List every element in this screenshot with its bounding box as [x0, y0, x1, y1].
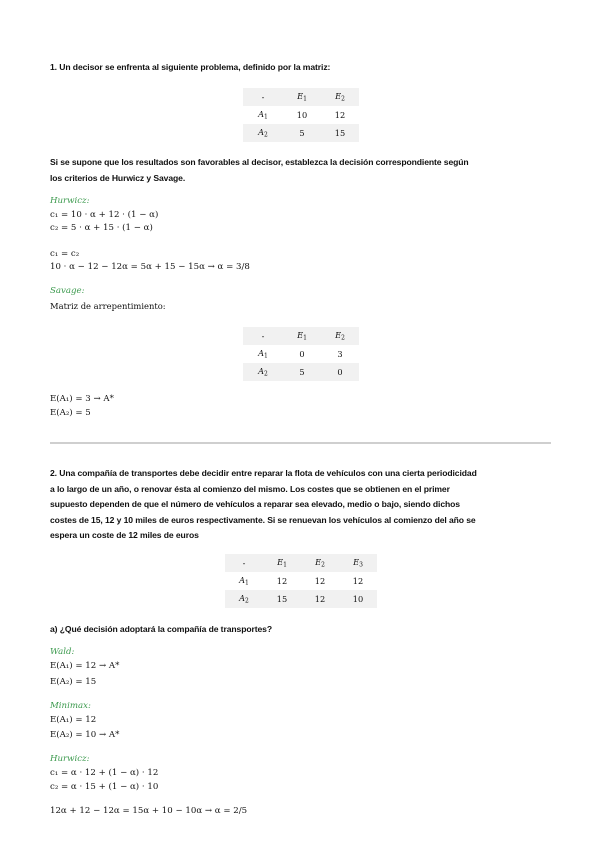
q2-wald-label: Wald: [50, 647, 75, 657]
table-cell: 0 [299, 349, 305, 359]
q1-question-line: los criterios de Hurwicz y Savage. [50, 172, 186, 183]
table-cell: $A_2$ [258, 366, 268, 378]
table-cell: $A_1$ [239, 575, 249, 587]
q2-title-line: 2. Una compañía de transportes debe decidir entre reparar la flota de vehículos con una cierta periodicidad [50, 468, 477, 478]
section-divider [50, 442, 551, 444]
table-cell: $A_1$ [258, 109, 268, 121]
q1-question-line: Si se supone que los resultados son favorables al decisor, establezca la decisión correspondiente según [50, 157, 469, 167]
table-cell: 12 [314, 576, 326, 586]
table-cell: 12 [314, 594, 326, 604]
q1-savage-label: Savage: [50, 286, 85, 296]
table-row [243, 106, 359, 124]
table-cell: - [261, 331, 265, 341]
table-cell: 12 [276, 576, 288, 586]
q2-title-line: espera un coste de 12 miles de euros [50, 530, 199, 540]
q2-hurwicz-solve: 12α + 12 − 12α = 15α + 10 − 10α → α = 2/5 [50, 806, 248, 816]
q2-hurwicz-label: Hurwicz: [50, 754, 90, 764]
q2-title-line: costes de 15, 12 y 10 miles de euros respectivamente. Si se renuevan los vehículos al comienzo del año se [50, 514, 476, 525]
q2-minimax-ea1: E(A₁) = 12 [50, 715, 97, 725]
q2-title-line: supuesto dependen de que el número de vehículos a reparar sea elevado, medio o bajo, siendo dichos [50, 499, 460, 509]
table-cell: 15 [334, 128, 346, 138]
table-cell: $A_2$ [258, 127, 268, 139]
q2-hurwicz-c1: c₁ = α · 12 + (1 − α) · 12 [50, 768, 159, 778]
table-row [225, 554, 377, 572]
q1-regret-table [243, 327, 359, 381]
q2-minimax-label: Minimax: [50, 701, 91, 711]
q2-cost-table [225, 554, 377, 608]
table-cell: $E_2$ [335, 330, 345, 342]
table-row [243, 345, 359, 363]
table-cell: 5 [299, 367, 305, 377]
table-cell: $A_1$ [258, 348, 268, 360]
table-cell: $E_2$ [335, 91, 345, 103]
q2-wald-ea2: E(A₂) = 15 [50, 677, 97, 687]
table-row [225, 590, 377, 608]
q2-hurwicz-c2: c₂ = α · 15 + (1 − α) · 10 [50, 782, 159, 792]
table-row [243, 327, 359, 345]
table-cell: 10 [352, 594, 364, 604]
q1-hurwicz-c1: c₁ = 10 · α + 12 · (1 − α) [50, 210, 159, 220]
table-cell: 3 [337, 349, 343, 359]
q1-title: 1. Un decisor se enfrenta al siguiente problema, definido por la matriz: [50, 62, 331, 72]
q1-hurwicz-solve: 10 · α − 12 − 12α = 5α + 15 − 15α → α = 3/8 [50, 262, 250, 272]
table-cell: 12 [352, 576, 364, 586]
table-cell: $E_1$ [277, 557, 287, 569]
table-cell: 12 [334, 110, 346, 120]
table-cell: - [261, 92, 265, 102]
q1-savage-ea1: E(A₁) = 3 → A* [50, 394, 114, 404]
q1-hurwicz-equality: c₁ = c₂ [50, 249, 80, 259]
q2-minimax-ea2: E(A₂) = 10 → A* [50, 730, 120, 740]
q1-matrix-table [243, 88, 359, 142]
table-cell: - [242, 558, 246, 568]
q1-hurwicz-label: Hurwicz: [50, 196, 90, 206]
table-row [225, 572, 377, 590]
q1-question [50, 155, 469, 186]
q2-part-a: a) ¿Qué decisión adoptará la compañía de transportes? [50, 624, 273, 634]
table-cell: 0 [337, 367, 343, 377]
q2-title-line: a lo largo de un año, o renovar ésta al comienzo del mismo. Los costes que se obtienen en el primer [50, 483, 450, 494]
q2-wald-ea1: E(A₁) = 12 → A* [50, 661, 120, 671]
table-cell: 10 [296, 110, 308, 120]
table-cell: $E_2$ [315, 557, 325, 569]
q1-regret-label: Matriz de arrepentimiento: [50, 301, 166, 311]
table-row [243, 124, 359, 142]
table-cell: 5 [299, 128, 305, 138]
table-cell: $E_3$ [353, 557, 363, 569]
table-cell: $E_1$ [297, 91, 307, 103]
table-cell: $A_2$ [239, 593, 249, 605]
q2-title [50, 466, 477, 544]
q1-savage-ea2: E(A₂) = 5 [50, 408, 91, 418]
table-cell: $E_1$ [297, 330, 307, 342]
table-row [243, 363, 359, 381]
table-row [243, 88, 359, 106]
table-cell: 15 [276, 594, 288, 604]
q1-hurwicz-c2: c₂ = 5 · α + 15 · (1 − α) [50, 223, 153, 233]
